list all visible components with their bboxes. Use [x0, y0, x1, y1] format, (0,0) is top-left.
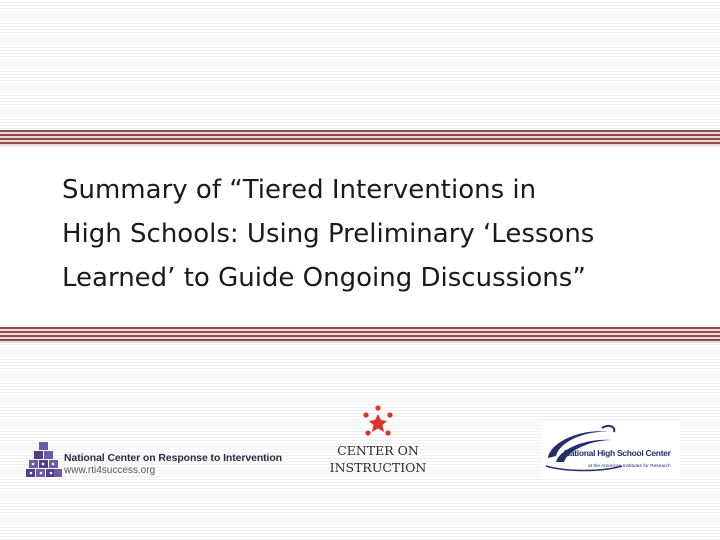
coi-logo-line1: CENTER ON	[337, 443, 419, 458]
title-line-1: Summary of “Tiered Interventions in	[62, 175, 537, 205]
nhsc-logo-subtitle: at the American Institutes for Research	[588, 464, 671, 469]
bottom-stripe-band	[0, 327, 720, 343]
title-line-2: High Schools: Using Preliminary ‘Lessons	[62, 219, 595, 249]
coi-logo-line2: INSTRUCTION	[329, 460, 427, 475]
rti-logo-url: www.rti4success.org	[64, 465, 156, 476]
slide-title	[62, 168, 702, 300]
rti-logo-name: National Center on Response to Intervention	[64, 452, 282, 464]
coi-logo	[318, 405, 438, 480]
nhsc-logo	[542, 422, 680, 478]
rti-building-blocks-icon	[26, 442, 62, 478]
coi-star-people-icon	[360, 405, 396, 441]
title-panel	[0, 146, 720, 327]
rti-logo	[26, 440, 282, 480]
nhsc-logo-name: National High School Center	[564, 448, 671, 458]
top-stripe-band	[0, 130, 720, 146]
title-line-3: Learned’ to Guide Ongoing Discussions”	[62, 263, 586, 293]
